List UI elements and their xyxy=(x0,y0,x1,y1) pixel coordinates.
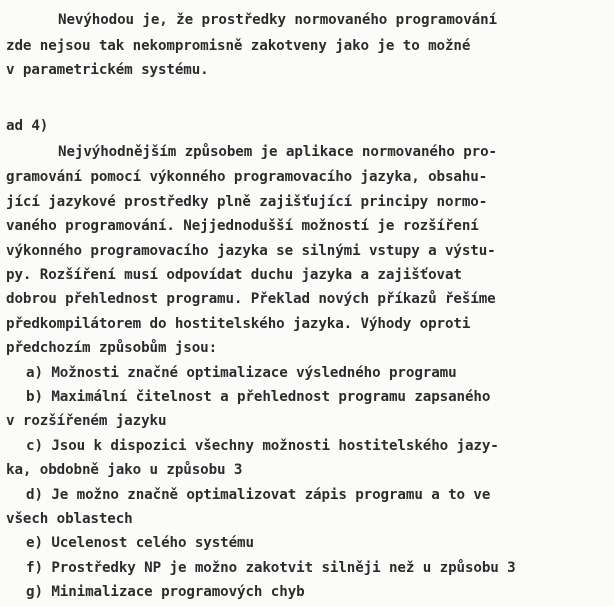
section-heading: ad 4) xyxy=(6,118,49,134)
intro-line-1: Nevýhodou je, že prostředky normovaného programování xyxy=(58,12,497,28)
body-line-6: py. Rozšíření musí odpovídat duchu jazyka a zajišťovat xyxy=(6,267,462,283)
list-item-d: d) Je možno značně optimalizovat zápis programu a to ve xyxy=(26,487,491,503)
body-line-7: dobrou přehlednost programu. Překlad nových příkazů řešíme xyxy=(6,291,496,307)
intro-line-2: zde nejsou tak nekompromisně zakotveny jako je to možné xyxy=(6,38,471,54)
list-item-g: g) Minimalizace programových chyb xyxy=(26,584,305,600)
list-item-e: e) Ucelenost celého systému xyxy=(26,535,254,551)
body-line-9: předchozím způsobům jsou: xyxy=(6,340,218,356)
body-line-8: předkompilátorem do hostitelského jazyka. Výhody oproti xyxy=(6,316,471,332)
list-item-c-continued: ka, obdobně jako u způsobu 3 xyxy=(6,462,243,478)
body-line-1: Nejvýhodnějším způsobem je aplikace normovaného pro- xyxy=(58,144,497,160)
body-line-5: výkonného programovacího jazyka se silnými vstupy a výstu- xyxy=(6,243,496,259)
list-item-f: f) Prostředky NP je možno zakotvit silněji než u způsobu 3 xyxy=(26,560,516,576)
body-line-3: jící jazykové prostředky plně zajišťující principy normo- xyxy=(6,194,488,210)
list-item-b-continued: v rozšířeném jazyku xyxy=(6,413,167,429)
list-item-b: b) Maximální čitelnost a přehlednost programu zapsaného xyxy=(26,389,491,405)
body-line-4: vaného programování. Nejjednodušší možností je rozšíření xyxy=(6,218,479,234)
list-item-c: c) Jsou k dispozici všechny možnosti hostitelského jazy- xyxy=(26,438,499,454)
list-item-a: a) Možnosti značné optimalizace výsledného programu xyxy=(26,365,457,381)
body-line-2: gramování pomocí výkonného programovacího jazyka, obsahu- xyxy=(6,169,488,185)
list-item-d-continued: všech oblastech xyxy=(6,511,133,527)
intro-line-3: v parametrickém systému. xyxy=(6,62,209,78)
